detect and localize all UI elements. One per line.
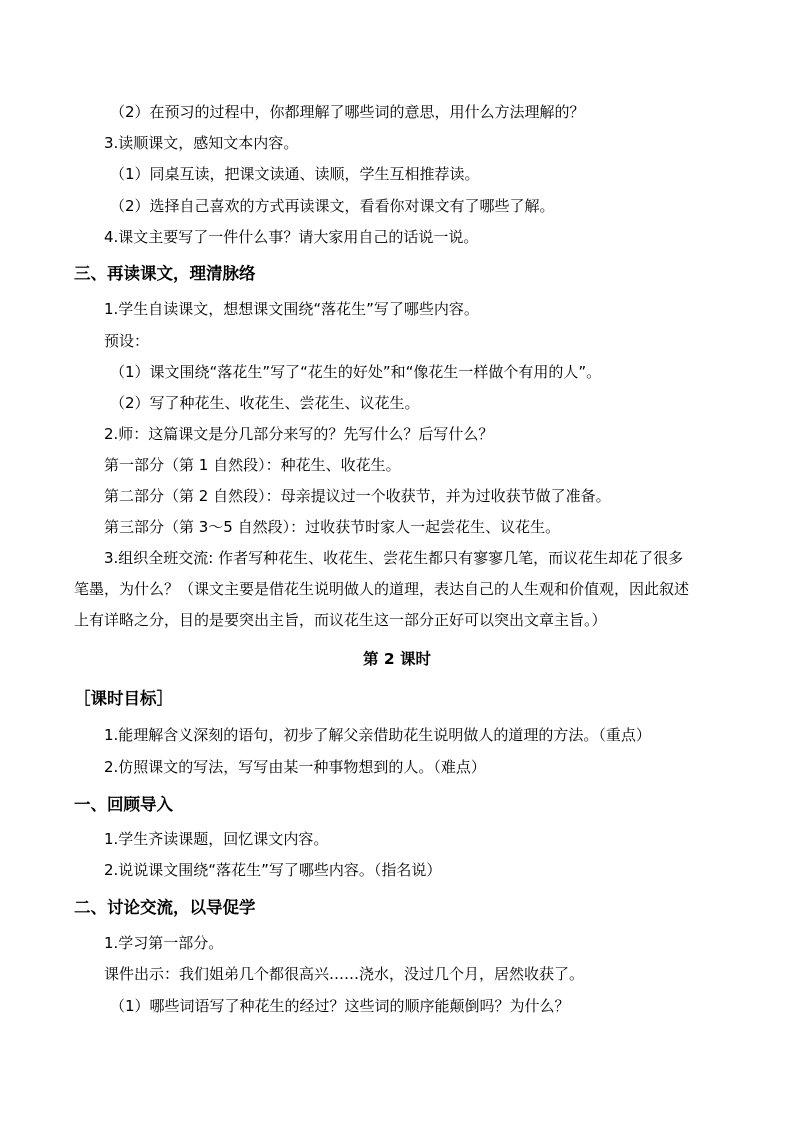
s2-line-9a: 3.组织全班交流: 作者写种花生、收花生、尝花生都只有寥寥几笔，而议花生却花了很多 xyxy=(104,549,684,567)
goals-heading: ［课时目标］ xyxy=(74,689,173,708)
s2-line-4: （2）写了种花生、收花生、尝花生、议花生。 xyxy=(110,394,420,412)
section-heading-1: 一、回顾导入 xyxy=(74,795,173,814)
goal-2: 2.仿照课文的写法，写写由某一种事物想到的人。（难点） xyxy=(104,758,486,776)
s1-line-2: 3.读顺课文，感知文本内容。 xyxy=(104,134,299,152)
s3-line-2: 2.说说课文围绕“落花生”写了哪些内容。（指名说） xyxy=(104,861,442,879)
s2-line-7: 第二部分（第 2 自然段）：母亲提议过一个收获节，并为过收获节做了准备。 xyxy=(104,487,611,505)
s4-line-2: 课件出示：我们姐弟几个都很高兴……浇水，没过几个月，居然收获了。 xyxy=(104,965,585,983)
s2-line-3: （1）课文围绕“落花生”写了“花生的好处”和“像花生一样做个有用的人”。 xyxy=(110,363,602,381)
s2-line-8: 第三部分（第 3～5 自然段）：过收获节时家人一起尝花生、议花生。 xyxy=(104,518,561,536)
s1-line-4: （2）选择自己喜欢的方式再读课文，看看你对课文有了哪些了解。 xyxy=(110,197,555,215)
s1-line-1: （2）在预习的过程中，你都理解了哪些词的意思，用什么方法理解的？ xyxy=(110,103,585,121)
s1-line-5: 4.课文主要写了一件什么事？请大家用自己的话说一说。 xyxy=(104,228,479,246)
s2-line-5: 2.师：这篇课文是分几部分来写的？先写什么？后写什么？ xyxy=(104,425,494,443)
s2-line-2: 预设： xyxy=(104,332,150,350)
s2-line-9c: 上有详略之分，目的是要突出主旨，而议花生这一部分正好可以突出文章主旨。） xyxy=(74,611,607,629)
lesson-title: 第 2 课时 xyxy=(362,650,432,668)
section-heading-3: 三、再读课文，理清脉络 xyxy=(74,264,256,283)
s4-line-3: （1）哪些词语写了种花生的经过？这些词的顺序能颠倒吗？为什么？ xyxy=(110,997,570,1015)
goal-1: 1.能理解含义深刻的语句，初步了解父亲借助花生说明做人的道理的方法。（重点） xyxy=(104,726,651,744)
s2-line-1: 1.学生自读课文，想想课文围绕“落花生”写了哪些内容。 xyxy=(104,300,479,318)
section-heading-2: 二、讨论交流，以导促学 xyxy=(74,898,256,917)
s2-line-9b: 笔墨，为什么？（课文主要是借花生说明做人的道理，表达自己的人生观和价值观，因此叙述 xyxy=(74,580,690,598)
s3-line-1: 1.学生齐读课题，回忆课文内容。 xyxy=(104,830,329,848)
s2-line-6: 第一部分（第 1 自然段）：种花生、收花生。 xyxy=(104,456,401,474)
s1-line-3: （1）同桌互读，把课文读通、读顺，学生互相推荐读。 xyxy=(110,165,480,183)
s4-line-1: 1.学习第一部分。 xyxy=(104,934,224,952)
